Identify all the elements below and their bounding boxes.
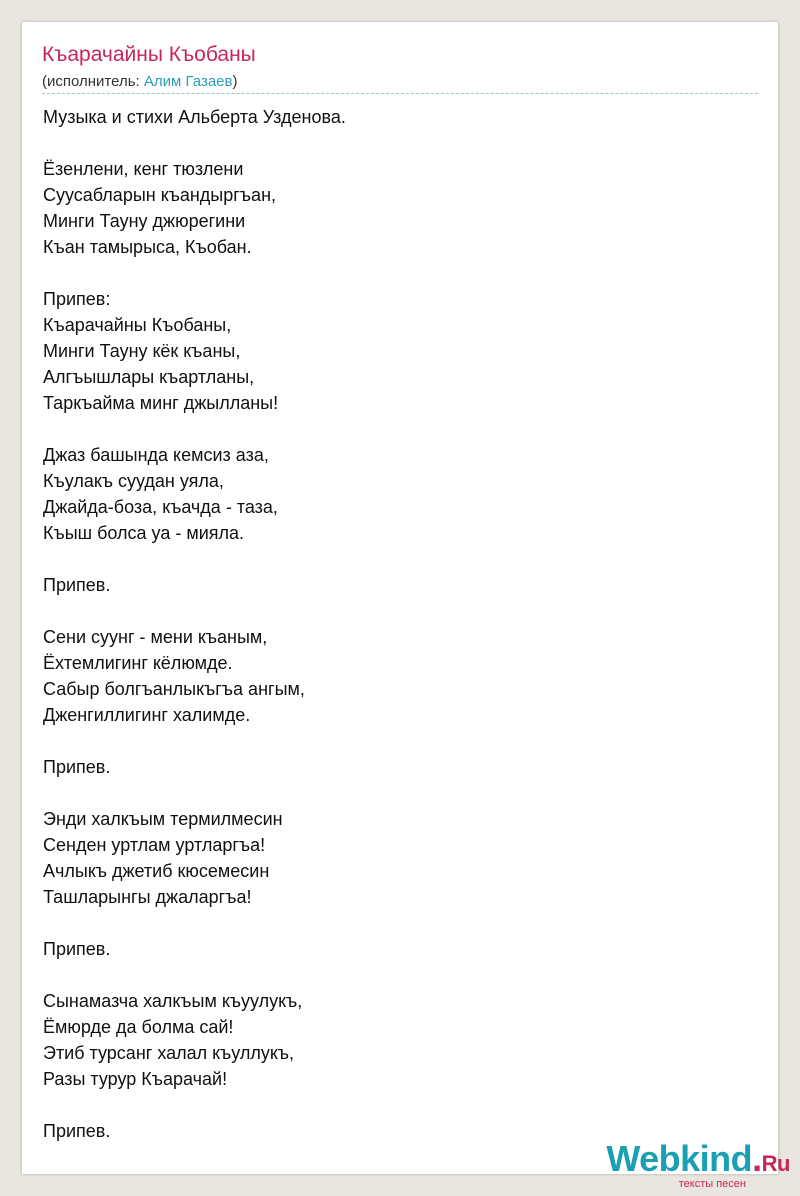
site-logo[interactable] xyxy=(606,1138,790,1190)
stanza-break xyxy=(43,546,743,572)
lyric-line: Разы турур Къарачай! xyxy=(43,1069,228,1089)
lyric-line: Припев. xyxy=(43,939,111,959)
stanza-break xyxy=(43,130,743,156)
logo-tld: Ru xyxy=(761,1151,790,1176)
logo-dot: . xyxy=(752,1138,762,1179)
lyric-line: Къулакъ суудан уяла, xyxy=(43,471,224,491)
lyric-line: Къан тамырыса, Къобан. xyxy=(43,237,252,257)
lyric-line: Припев. xyxy=(43,1121,111,1141)
lyric-line: Музыка и стихи Альберта Узденова. xyxy=(43,107,346,127)
stanza-break xyxy=(43,728,743,754)
lyric-line: Ёмюрде да болма сай! xyxy=(43,1017,234,1037)
lyric-line: Этиб турсанг халал къуллукъ, xyxy=(43,1043,295,1063)
lyric-line: Припев. xyxy=(43,575,111,595)
lyrics-card xyxy=(22,22,778,1174)
lyric-line: Сенден уртлам уртларгъа! xyxy=(43,835,266,855)
lyric-line: Къарачайны Къобаны, xyxy=(43,315,232,335)
lyric-line: Ачлыкъ джетиб кюсемесин xyxy=(43,861,270,881)
performer-link[interactable]: Алим Газаев xyxy=(143,73,233,90)
lyric-line: Суусабларын къандыргъан, xyxy=(43,185,277,205)
stanza-break xyxy=(43,780,743,806)
lyric-line: Дженгиллигинг халимде. xyxy=(43,705,251,725)
performer-suffix: ) xyxy=(232,73,238,90)
lyric-line: Ёхтемлигинг кёлюмде. xyxy=(43,653,233,673)
title-divider xyxy=(42,93,758,94)
lyric-line: Алгъышлары къартланы, xyxy=(43,367,255,387)
logo-tagline: тексты песен xyxy=(678,1178,746,1190)
stanza-break xyxy=(43,260,743,286)
stanza-break xyxy=(43,962,743,988)
lyric-line: Сени суунг - мени къаным, xyxy=(43,627,268,647)
lyric-line: Джаз башында кемсиз аза, xyxy=(43,445,269,465)
stanza-break xyxy=(43,598,743,624)
logo-name: Webkind xyxy=(606,1138,753,1179)
lyric-line: Сабыр болгъанлыкъгъа ангым, xyxy=(43,679,305,699)
lyric-line: Сынамазча халкъым къуулукъ, xyxy=(43,991,303,1011)
lyric-line: Энди халкъым термилмесин xyxy=(43,809,283,829)
lyric-line: Джайда-боза, къачда - таза, xyxy=(43,497,278,517)
performer-prefix: (исполнитель: xyxy=(42,73,144,90)
stanza-break xyxy=(43,1092,743,1118)
lyrics-text xyxy=(43,104,743,1144)
lyric-line: Ёзенлени, кенг тюзлени xyxy=(43,159,244,179)
lyric-line: Минги Тауну кёк къаны, xyxy=(43,341,241,361)
song-title: Къарачайны Къобаны xyxy=(42,43,256,66)
lyric-line: Припев. xyxy=(43,757,111,777)
lyric-line: Припев: xyxy=(43,289,111,309)
lyric-line: Таркъайма минг джылланы! xyxy=(43,393,279,413)
logo-wordmark xyxy=(606,1138,790,1182)
lyric-line: Ташларынгы джаларгъа! xyxy=(43,887,252,907)
lyric-line: Минги Тауну джюрегини xyxy=(43,211,246,231)
stanza-break xyxy=(43,910,743,936)
stanza-break xyxy=(43,416,743,442)
lyric-line: Къыш болса уа - мияла. xyxy=(43,523,245,543)
performer-line xyxy=(42,73,237,90)
